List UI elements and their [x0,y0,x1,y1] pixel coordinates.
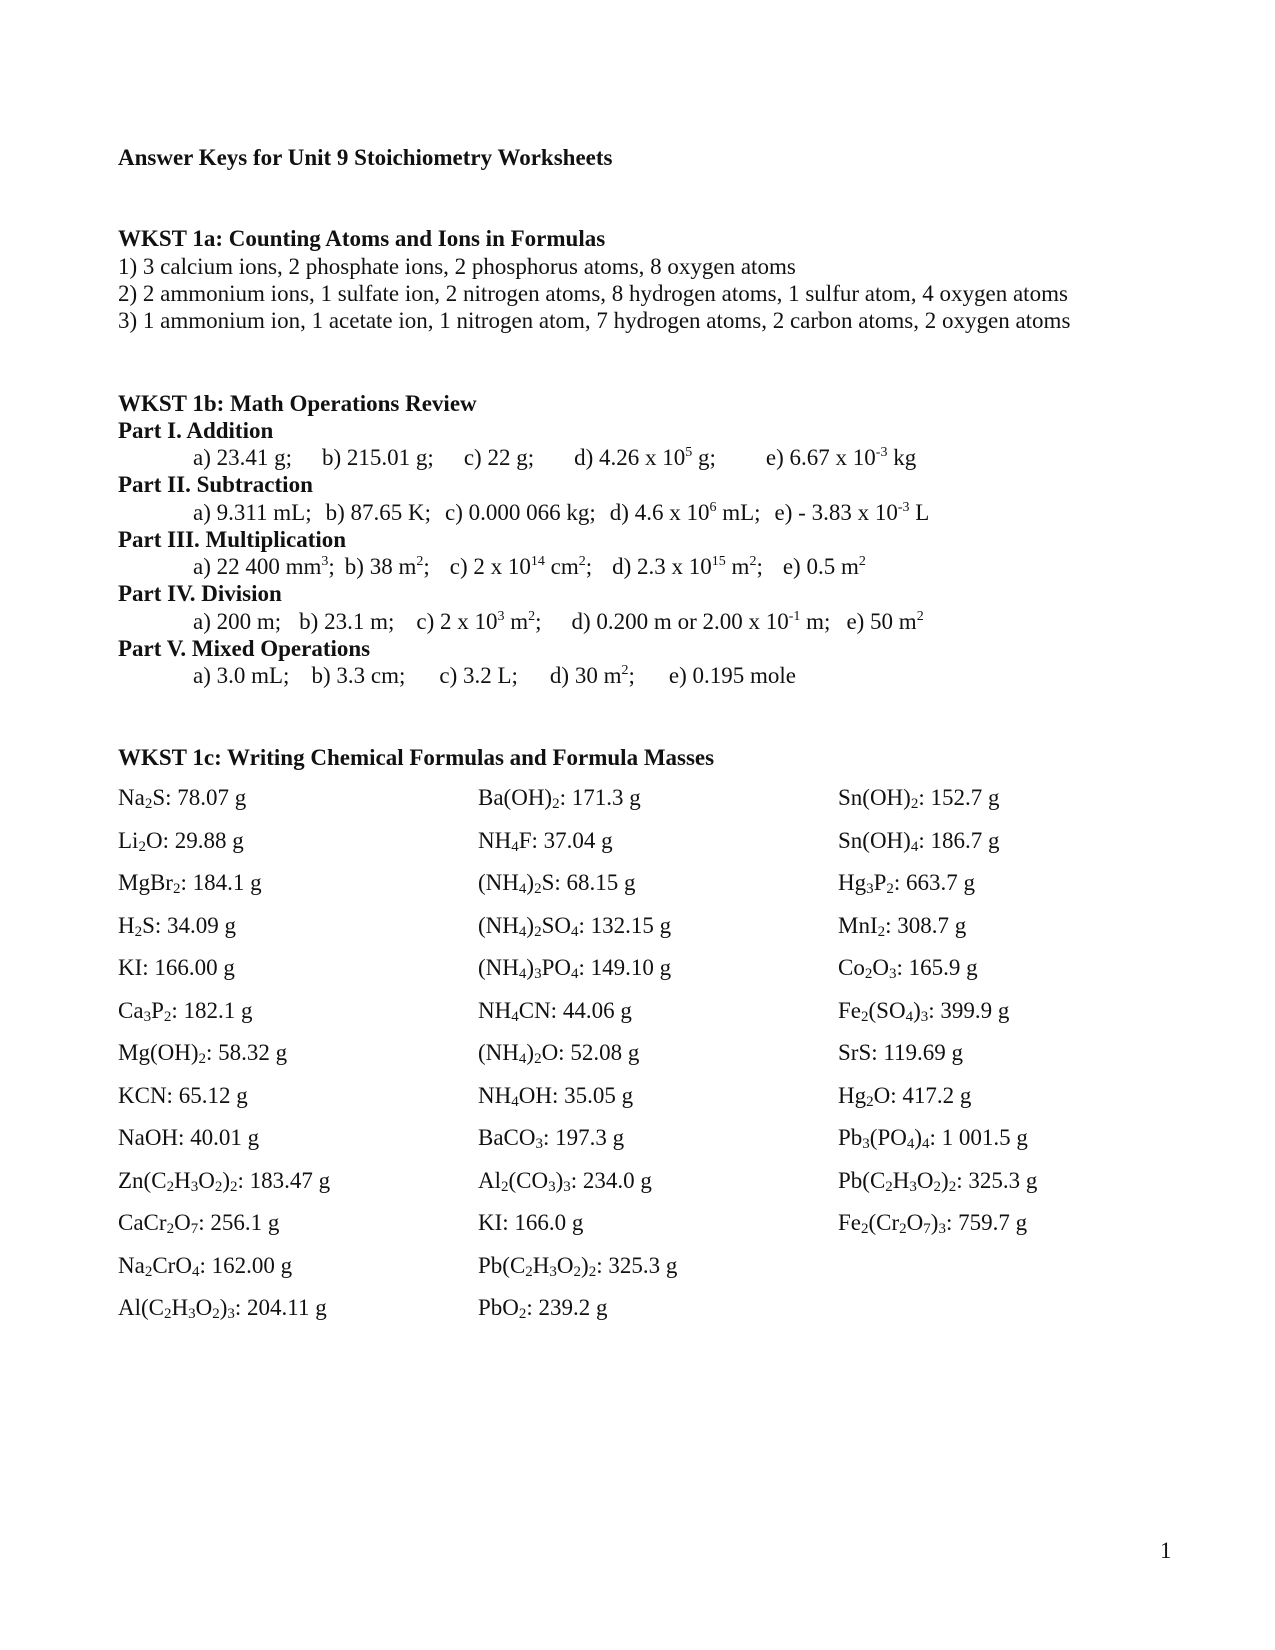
formula-mass-entry: $CaCr_2O_7$: 256.1 g [118,1210,280,1237]
formula-mass-entry: SrS: 119.69 g [838,1040,964,1065]
formula-mass-entry: $Hg_2O$: 417.2 g [838,1082,972,1110]
part-4-label: Part IV. Division [118,581,282,606]
formula-mass-entry: $Al(C_2H_3O_2)_3$: 204.11 g [118,1295,327,1322]
part-2-answers [193,500,929,526]
part-2-label: Part II. Subtraction [118,472,313,497]
formula-mass-entry: $Ba(OH)_2$: 171.3 g [478,785,641,812]
formula-mass-entry: $Pb(C_2H_3O_2)_2$: 325.3 g [838,1167,1038,1195]
page-number: 1 [1160,1538,1172,1563]
answer-item: e) 50 $m^2$ [846,609,924,634]
formula-mass-entry: $Fe_2(SO_4)_3$: 399.9 g [838,997,1010,1025]
wkst1a-line-1: 1) 3 calcium ions, 2 phosphate ions, 2 phosphorus atoms, 8 oxygen atoms [118,254,796,279]
formula-mass-entry: MgBr$_2$: 184.1 g [118,870,262,897]
answer-item: d) 2.3 x $10^{15}$ $m^2$; [612,554,763,579]
formula-mass-entry: KCN: 65.12 g [118,1082,248,1108]
formula-mass-entry: $Pb_3(PO_4)_4$: 1 001.5 g [838,1125,1028,1152]
answer-item: a) 3.0 mL; [193,663,290,688]
answer-item: b) 3.3 cm; [311,663,406,688]
formula-column-2 [478,784,838,1337]
answer-item: e) 0.5 $m^2$ [782,554,866,579]
part-3-answers [193,554,866,580]
formula-mass-entry: PbO$_2$: 239.2 g [478,1295,608,1322]
formula-mass-entry: BaCO$_3$: 197.3 g [478,1125,625,1152]
answer-item: b) 87.65 K; [325,500,432,525]
answer-item: d) 30 $m^2$; [549,663,635,688]
document-title: Answer Keys for Unit 9 Stoichiometry Worksheets [118,145,613,170]
answer-item: d) 0.200 m or 2.00 x $10^{-1}$ m; [571,609,831,634]
formula-mass-entry: $Li_2O$: 29.88 g [118,827,244,855]
formula-mass-entry: $Na_2CrO_4$: 162.00 g [118,1252,293,1280]
answer-item: a) 23.41 g; [193,445,293,470]
part-4-answers [193,609,924,635]
part-1-answers [193,445,916,471]
formula-mass-entry: $NH_4CN$: 44.06 g [478,997,632,1025]
formula-mass-entry: $Sn(OH)_4$: 186.7 g [838,827,1000,855]
answer-item: b) 23.1 m; [299,609,395,634]
answer-item: c) 2 x $10^3$ $m^2$; [416,609,542,634]
wkst1b-heading: WKST 1b: Math Operations Review [118,391,477,416]
answer-item: e) - 3.83 x $10^{-3}$ L [774,500,930,525]
wkst1a-line-3: 3) 1 ammonium ion, 1 acetate ion, 1 nitrogen atom, 7 hydrogen atoms, 2 carbon atoms, 2 oxygen atoms [118,308,1071,333]
formula-mass-entry: $Sn(OH)_2$: 152.7 g [838,785,1000,812]
answer-item: c) 0.000 066 kg; [445,500,596,525]
answer-item: e) 6.67 x $10^{-3}$ kg [765,445,917,470]
answer-item: a) 22 400 $mm^3$; [193,554,335,579]
formula-mass-entry: $(NH_4)_2S$: 68.15 g [478,870,636,897]
formula-mass-entry: $Zn(C_2H_3O_2)_2$: 183.47 g [118,1167,331,1195]
answer-item: c) 2 x $10^{14}$ $cm^2$; [449,554,593,579]
formula-mass-entry: $Co_2O_3$: 165.9 g [838,955,978,982]
formula-mass-entry: $Pb(C_2H_3O_2)_2$: 325.3 g [478,1252,678,1280]
answer-item: d) 4.6 x $10^6$ mL; [609,500,761,525]
answer-item: a) 200 m; [193,609,282,634]
part-3-label: Part III. Multiplication [118,527,347,552]
formula-mass-entry: KI: 166.00 g [118,955,235,980]
formula-mass-entry: KI: 166.0 g [478,1210,584,1235]
formula-mass-entry: $(NH_4)_2SO_4$: 132.15 g [478,912,672,940]
formula-column-1 [118,784,478,1337]
answer-item: b) 38 $m^2$; [344,554,430,579]
part-5-answers [193,663,796,689]
formula-mass-entry: MnI$_2$: 308.7 g [838,912,967,940]
formula-mass-entry: $NH_4F$: 37.04 g [478,827,613,855]
formula-mass-entry: $Mg(OH)_2$: 58.32 g [118,1040,288,1067]
wkst1a-line-2: 2) 2 ammonium ions, 1 sulfate ion, 2 nitrogen atoms, 8 hydrogen atoms, 1 sulfur atom, 4 oxygen atoms [118,281,1068,306]
part-5-label: Part V. Mixed Operations [118,636,371,661]
formula-mass-entry: $Ca_3P_2$: 182.1 g [118,997,253,1025]
part-1-label: Part I. Addition [118,418,274,443]
answer-item: c) 22 g; [463,445,535,470]
answer-item: c) 3.2 L; [439,663,518,688]
answer-item: e) 0.195 mole [668,663,796,688]
formula-mass-entry: $Na_2S$: 78.07 g [118,785,247,812]
formula-mass-entry: $NH_4OH$: 35.05 g [478,1082,634,1110]
formula-mass-entry: $(NH_4)_2O$: 52.08 g [478,1040,640,1067]
formula-mass-entry: $(NH_4)_3PO_4$: 149.10 g [478,955,672,982]
answer-item: a) 9.311 mL; [193,500,312,525]
formula-mass-entry: $Fe_2(Cr_2O_7)_3$: 759.7 g [838,1210,1028,1237]
wkst1a-heading: WKST 1a: Counting Atoms and Ions in Formulas [118,226,606,251]
formula-mass-entry: $Hg_3P_2$: 663.7 g [838,870,976,897]
answer-item: d) 4.26 x $10^5$ g; [574,445,716,470]
formula-mass-entry: $Al_2(CO_3)_3$: 234.0 g [478,1167,652,1195]
answer-item: b) 215.01 g; [322,445,434,470]
formula-mass-entry: NaOH: 40.01 g [118,1125,260,1150]
formula-column-3 [838,784,1198,1252]
formula-mass-entry: $H_2S$: 34.09 g [118,912,237,940]
wkst1c-heading: WKST 1c: Writing Chemical Formulas and Formula Masses [118,745,715,770]
